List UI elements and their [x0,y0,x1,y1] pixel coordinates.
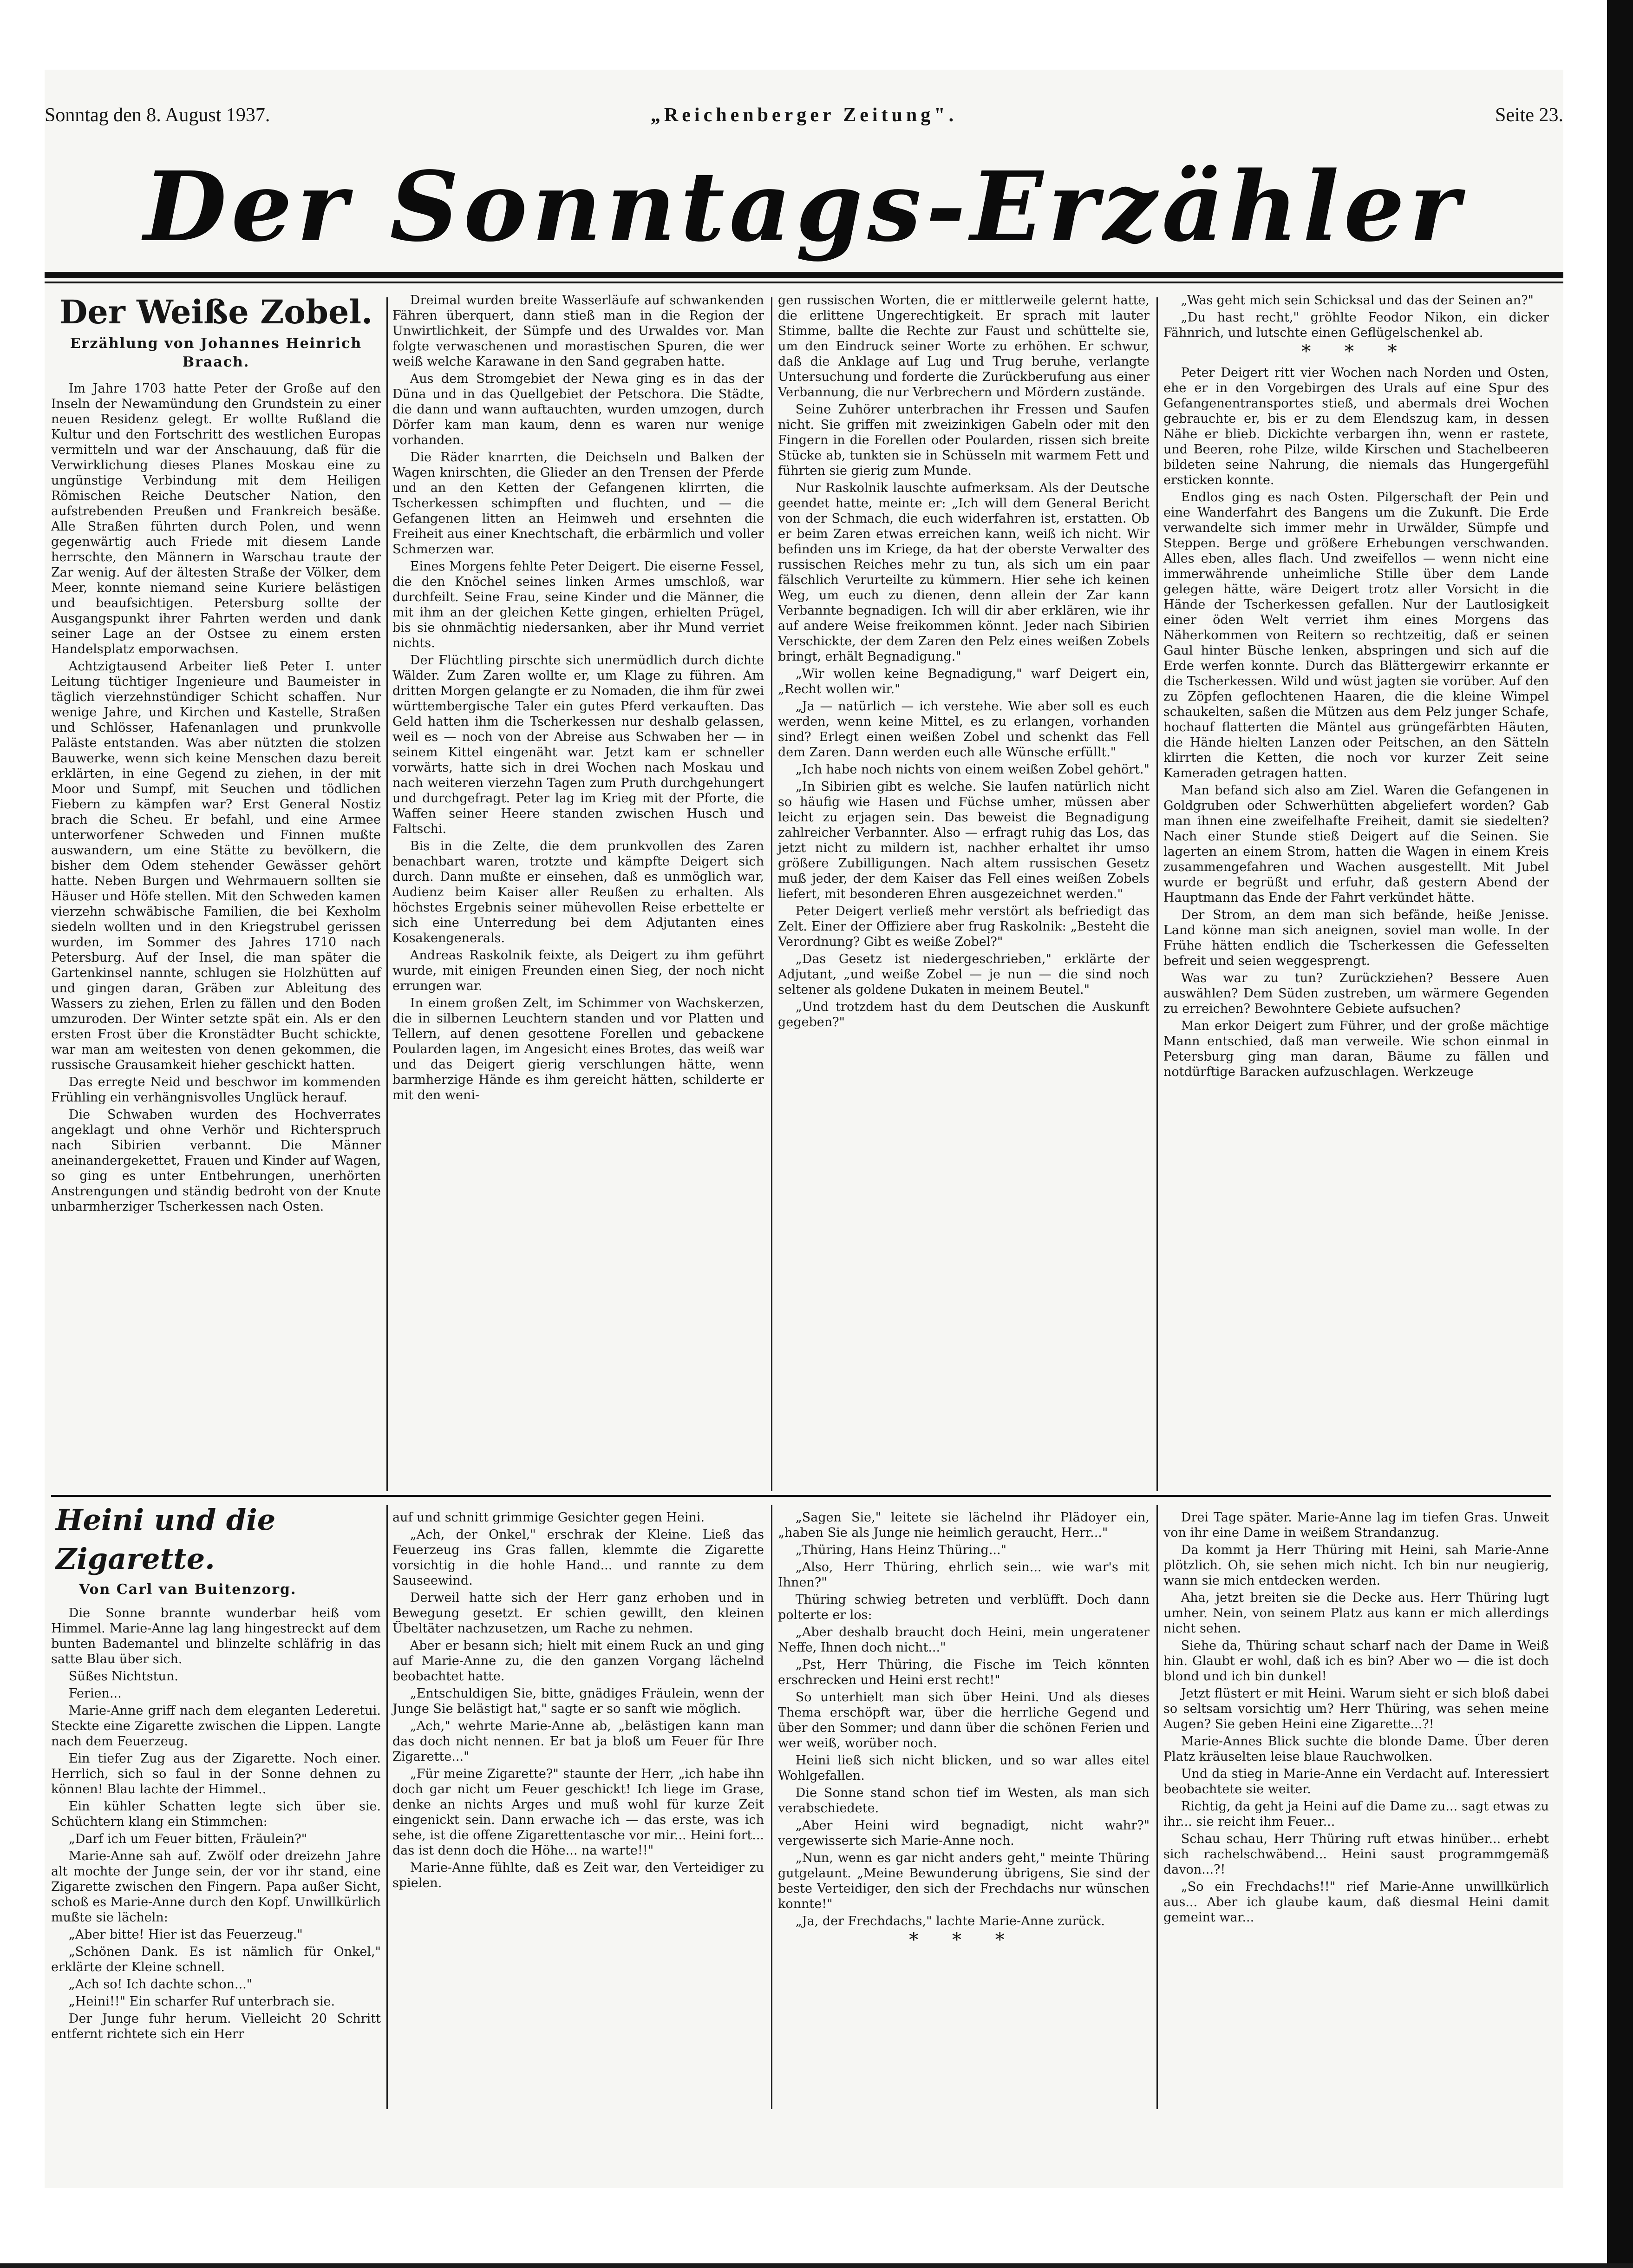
story2-paragraph: Thüring schwieg betreten und verblüfft. Doch dann polterte er los: [778,1593,1150,1622]
story2-paragraph: auf und schnitt grimmige Gesichter gegen Heini. [392,1510,705,1525]
story2-paragraph: Drei Tage später. Marie-Anne lag im tiefen Gras. Unweit von ihr eine Dame in weißem Strandanzug. [1163,1510,1549,1540]
story2-paragraph: Schau schau, Herr Thüring ruft etwas hinüber... erhebt sich rachelschwäbend... Heini saust programmgemäß davon...?! [1163,1832,1549,1877]
page-header [45,100,1563,133]
story1-paragraph: Man erkor Deigert zum Führer, und der große mächtige Mann entschied, daß man verweile. Wie schon einmal in Petersburg ging man daran, Bäume zu fällen und notdürftige Baracken aufzuschlagen. Werkzeuge [1163,1019,1549,1079]
story2-column-2 [392,1510,764,1893]
story1-paragraph: Das erregte Neid und beschwor im kommenden Frühling ein verhängnisvolles Unglück herauf. [51,1075,381,1105]
story1-paragraph: „Du hast recht," gröhlte Feodor Nikon, ein dicker Fähnrich, und lutschte einen Geflügelschenkel ab. [1163,310,1549,340]
story2-paragraph: „Ach so! Ich dachte schon..." [68,1977,253,1992]
header-paper-name: „Reichenberger Zeitung". [650,105,958,126]
story2-paragraph: Heini ließ sich nicht blicken, und so war alles eitel Wohlgefallen. [778,1753,1150,1783]
story1-paragraph: Man befand sich also am Ziel. Waren die Gefangenen in Goldgruben oder Schwerhütten abgeliefert worden? Gab man ihnen eine zweifelhafte Freiheit, damit sie siedelten? Nach einer Stunde stieß Deigert auf die Seinen. Sie lagerten an einem Strom, hatten die Wagen in einem Kreis zusammengefahren und Wachen ausgestellt. Mit Jubel wurde er begrüßt und erfuhr, daß gestern Abend der Hauptmann das Ende der Fahrt verkündet hätte. [1163,783,1549,905]
story2-paragraph: „Für meine Zigarette?" staunte der Herr, „ich habe ihn doch gar nicht um Feuer geschickt! Ich liege im Grase, denke an nichts Arges und muß wohl für kurze Zeit eingenickt sein. Dann erwache ich — das erste, was ich sehe, ist die offene Zigarettentasche vor mir... Heini fort... das ist denn doch die Höhe... na warte!!" [392,1767,764,1858]
story1-paragraph: „Ich habe noch nichts von einem weißen Zobel gehört." [795,762,1150,777]
story2-title: Heini und die Zigarette. [56,1503,276,1576]
story2-paragraph: Ein kühler Schatten legte sich über sie. Schüchtern klang ein Stimmchen: [51,1799,381,1829]
story2-paragraph: Ein tiefer Zug aus der Zigarette. Noch einer. Herrlich, sich so faul in der Sonne dehnen zu können! Blau lachte der Himmel.. [51,1751,381,1796]
story-divider [51,1495,1551,1497]
story2-paragraph: „Thüring, Hans Heinz Thüring..." [795,1543,1006,1557]
story2-paragraph: Da kommt ja Herr Thüring mit Heini, sah Marie-Anne plötzlich. Oh, sie sehen mich nicht. Ich bin nur neugierig, wann sie mich entdecken werden. [1163,1543,1549,1588]
story2-paragraph: Die Sonne stand schon tief im Westen, als man sich verabschiedete. [778,1786,1150,1816]
story1-column-3 [778,293,1150,1032]
scan-edge-bottom [0,2263,1633,2268]
story1-paragraph: Die Räder knarrten, die Deichseln und Balken der Wagen knirschten, die Glieder an den Trensen der Pferde und an den Ketten der Gefangenen klirrten, die Tscherkessen schimpften und fluchten, und — die Gefangenen litten an Heimweh und ersehnten die Freiheit aus einer Knechtschaft, die erbärmlich und voller Schmerzen war. [392,450,764,557]
story1-paragraph: In einem großen Zelt, im Schimmer von Wachskerzen, die in silbernen Leuchtern standen und vor Platten und Tellern, auf denen gesottene Forellen und gebackene Poularden lagen, im Angesicht eines Brotes, das weiß war und das Deigert gierig verschlungen hätte, wenn barmherzige Hände es ihm gereicht hätten, schilderte er mit den weni- [392,996,764,1102]
story2-paragraph: „Aber Heini wird begnadigt, nicht wahr?" vergewisserte sich Marie-Anne noch. [778,1818,1150,1848]
story2-paragraph: Richtig, da geht ja Heini auf die Dame zu... sagt etwas zu ihr... sie reicht ihm Feuer... [1163,1799,1549,1829]
story2-paragraph: „So ein Frechdachs!!" rief Marie-Anne unwillkürlich aus... Aber ich glaube kaum, daß diesmal Heini damit gemeint war... [1163,1880,1549,1925]
story2-paragraph: Marie-Annes Blick suchte die blonde Dame. Über deren Platz kräuselten leise blaue Rauchwolken. [1163,1734,1549,1764]
story1-paragraph: Seine Zuhörer unterbrachen ihr Fressen und Saufen nicht. Sie griffen mit zweizinkigen Gabeln oder mit den Fingern in die Forellen oder Poularden, rissen sich breite Stücke ab, tunkten sie in Schüsseln mit warmem Fett und führten sie gierig zum Munde. [778,402,1150,478]
story2-paragraph: Jetzt flüstert er mit Heini. Warum sieht er sich bloß dabei so seltsam vorsichtig um? Herr Thüring, was sehen meine Augen? Sie geben Heini eine Zigarette...?! [1163,1686,1549,1731]
story1-paragraph: Die Schwaben wurden des Hochverrates angeklagt und ohne Verhör und Richterspruch nach Sibirien verbannt. Die Männer aneinandergekettet, Frauen und Kinder auf Wagen, so ging es unter Entbehrungen, unerhörten Anstrengungen und ständig bedroht von der Knute unbarmherziger Tscherkessen nach Osten. [51,1108,381,1214]
story2-paragraph: Marie-Anne sah auf. Zwölf oder dreizehn Jahre alt mochte der Junge sein, der vor ihr stand, eine Zigarette zwischen den Fingern. Papa außer Sicht, schoß es Marie-Anne durch den Kopf. Unwillkürlich mußte sie lächeln: [51,1849,381,1925]
story1-paragraph: Eines Morgens fehlte Peter Deigert. Die eiserne Fessel, die den Knöchel seines linken Armes umschloß, war durchfeilt. Seine Frau, seine Kinder und die Männer, die mit ihm an der gleichen Kette gingen, erhielten Prügel, bis sie ohnmächtig niedersanken, aber ihr Mund verriet nichts. [392,559,764,650]
story1-paragraph: Achtzigtausend Arbeiter ließ Peter I. unter Leitung tüchtiger Ingenieure und Baumeister in täglich vierzehnstündiger Schicht schaffen. Nur wenige Jahre, und Kirchen und Kastelle, Straßen und Schlösser, Hafenanlagen und prunkvolle Paläste entstanden. Was aber nützten die stolzen Bauwerke, wenn sich keine Menschen dazu bereit erklärten, in eine Gegend zu ziehen, in der mit Moor und Sumpf, mit Seuchen und tödlichen Fiebern zu kämpfen war? Erst General Nostiz brach die Scheu. Er befahl, und eine Armee unterworfener Schweden und Finnen mußte auswandern, um eine Stätte zu bevölkern, die bisher dem Odem stehender Gewässer gehört hatte. Neben Burgen und Wehrmauern sollten sie Häuser und Höfe stellen. Mit den Schweden kamen vierzehn schwäbische Familien, die bei Kexholm siedeln wollten und in den Kriegstrubel gerissen wurden, im Sommer des Jahres 1710 nach Petersburg. Auf der Insel, die man später die Gartenkinsel nannte, schlugen sie Holzhütten auf und gingen daran, Gräben zur Ableitung des Wassers zu ziehen, Erlen zu fällen und den Boden umzuroden. Der Winter setzte spät ein. Als er den ersten Frost über die Kronstädter Bucht schickte, war man am weitesten von denen gekommen, die russische Grausamkeit hieher geschickt hatten. [51,659,381,1072]
story2-column-4 [1163,1510,1549,1927]
story2-paragraph: Ferien... [68,1686,122,1701]
column-rule [1156,297,1158,1491]
story2-paragraph: „Aber deshalb braucht doch Heini, mein ungeratener Neffe, Ihnen doch nicht..." [778,1625,1150,1655]
story1-column-1 [51,293,381,1216]
column-rule [386,1505,388,2109]
header-date: Sonntag den 8. August 1937. [45,105,270,126]
story1-byline: Erzählung von Johannes Heinrich Braach. [70,335,362,370]
story2-paragraph: So unterhielt man sich über Heini. Und als dieses Thema erschöpft war, über die herrliche Gegend und über den Sommer; und dann über die schönen Ferien und wer weiß, worüber noch. [778,1690,1150,1750]
masthead-rule-thick [45,272,1563,278]
story2-paragraph: Derweil hatte sich der Herr ganz erhoben und in Bewegung gesetzt. Er schien gewillt, den kleinen Übeltäter nachzusetzen, um Rache zu nehmen. [392,1591,764,1636]
masthead [45,149,1563,265]
story1-paragraph: „Was geht mich sein Schicksal und das der Seinen an?" [1181,293,1534,308]
section-break-stars: * * * [909,1929,1019,1951]
story1-column-2 [392,293,764,1105]
section-break-stars: * * * [1301,341,1411,362]
story1-paragraph: „Wir wollen keine Begnadigung," warf Deigert ein, „Recht wollen wir." [778,667,1150,696]
story1-paragraph: Im Jahre 1703 hatte Peter der Große auf den Inseln der Newamündung den Grundstein zu einer neuen Residenz gelegt. Er wollte Rußland die Kultur und den Fortschritt des westlichen Europas vermitteln und war der Anschauung, daß für die Verwirklichung dieses Planes Moskau eine zu ungünstige Verbindung mit dem Heiligen Römischen Reiche Deutscher Nation, den aufstrebenden Preußen und Frankreich besäße. Alle Straßen führten durch Polen, und wenn gegenwärtig auch Friede mit diesem Lande herrschte, den Männern in Warschau traute der Zar wenig. Auf der ältesten Straße der Völker, dem Meer, konnte niemand seine Kuriere belästigen und beaufsichtigen. Petersburg sollte der Ausgangspunkt ihrer Fahrten werden und dank seiner Lage an der Ostsee zu einem ersten Handelsplatz emporwachsen. [51,381,381,656]
story2-byline: Von Carl van Buitenzorg. [79,1581,297,1598]
header-page-number: Seite 23. [1495,105,1563,126]
story2-paragraph: Der Junge fuhr herum. Vielleicht 20 Schritt entfernt richtete sich ein Herr [51,2012,381,2041]
story2-paragraph: „Ja, der Frechdachs," lachte Marie-Anne zurück. [795,1914,1105,1928]
story1-paragraph: Der Flüchtling pirschte sich unermüdlich durch dichte Wälder. Zum Zaren wollte er, um Klage zu führen. Am dritten Morgen gelangte er zu Nomaden, die ihm für zwei württembergische Taler ein gutes Pferd verkauften. Das Geld hatten ihm die Tscherkessen nur deshalb gelassen, weil es — noch von der Abreise aus Schwaben her — in seinem Kittel eingenäht war. Jetzt kam er schneller vorwärts, hatte sich in drei Wochen nach Moskau und nach weiteren vierzehn Tagen zum Pruth durchgehungert und durchgefragt. Peter lag im Krieg mit der Pforte, die Waffen seiner Heere standen zwischen Husch und Faltschi. [392,653,764,836]
column-rule [1156,1505,1158,2109]
story2-paragraph: „Ach, der Onkel," erschrak der Kleine. Ließ das Feuerzeug ins Gras fallen, klemmte die Zigarette vorsichtig in die hohle Hand... und rannte zu dem Sauseewind. [392,1527,764,1588]
story2-paragraph: „Darf ich um Feuer bitten, Fräulein?" [68,1832,307,1846]
story1-paragraph: Dreimal wurden breite Wasserläufe auf schwankenden Fähren überquert, dann stieß man in die Region der Unwirtlichkeit, der Sümpfe und des Urwaldes vor. Man folgte verwaschenen und morastischen Spuren, die wer weiß welche Karawane in den Sand gegraben hatte. [392,293,764,369]
story2-paragraph: „Nun, wenn es gar nicht anders geht," meinte Thüring gutgelaunt. „Meine Bewunderung übrigens, Sie sind der beste Verteidiger, den sich der Frechdachs nur wünschen konnte!" [778,1851,1150,1911]
story1-paragraph: Andreas Raskolnik feixte, als Deigert zu ihm geführt wurde, mit einigen Freunden einen Sieg, der noch nicht errungen war. [392,948,764,993]
story2-paragraph: Die Sonne brannte wunderbar heiß vom Himmel. Marie-Anne lag lang hingestreckt auf dem bunten Bademantel und blinzelte schläfrig in das satte Blau über sich. [51,1606,381,1666]
story1-paragraph: Der Strom, an dem man sich befände, heiße Jenisse. Land könne man sich aneignen, soviel man wolle. In der Frühe hätten endlich die Tscherkessen die Gefesselten befreit und seien weggesprengt. [1163,908,1549,968]
story2-paragraph: „Sagen Sie," leitete sie lächelnd ihr Plädoyer ein, „haben Sie als Junge nie heimlich geraucht, Herr..." [778,1510,1150,1540]
story1-title: Der Weiße Zobel. [59,293,373,331]
story2-paragraph: „Also, Herr Thüring, ehrlich sein... wie war's mit Ihnen?" [778,1560,1150,1590]
story2-column-1 [51,1501,381,2044]
story1-paragraph: Peter Deigert verließ mehr verstört als befriedigt das Zelt. Einer der Offiziere aber frug Raskolnik: „Besteht die Verordnung? Gibt es weiße Zobel?" [778,904,1150,949]
story1-paragraph: Was war zu tun? Zurückziehen? Bessere Auen auswählen? Dem Süden zustreben, um wärmere Gegenden zu erreichen? Bewohntere Gebiete aufsuchen? [1163,971,1549,1016]
story2-paragraph: Aber er besann sich; hielt mit einem Ruck an und ging auf Marie-Anne zu, die den ganzen Vorgang lächelnd beobachtet hatte. [392,1639,764,1684]
story1-paragraph: „In Sibirien gibt es welche. Sie laufen natürlich nicht so häufig wie Hasen und Füchse umher, müssen aber leicht zu erjagen sein. Das beweist die Begnadigung zahlreicher Verbannter. Also — erfragt ruhig das Los, das jetzt nicht zu mildern ist, nachher erhaltet ihr umso größere Zubilligungen. Nach altem russischen Gesetz muß jeder, der dem Kaiser das Fell eines weißen Zobels liefert, mit besonderen Ehren ausgezeichnet werden." [778,780,1150,901]
story1-paragraph: Nur Raskolnik lauschte aufmerksam. Als der Deutsche geendet hatte, meinte er: „Ich will dem General Bericht von der Schmach, die euch widerfahren ist, erstatten. Ob er beim Zaren etwas erreichen kann, weiß ich nicht. Wir befinden uns im Kriege, da hat der oberste Verwalter des russischen Reiches mehr zu tun, als sich um ein paar fälschlich Verurteilte zu kümmern. Hier sehe ich keinen Weg, um euch zu dienen, denn allein der Zar kann Verbannte begnadigen. Ich will dir aber erklären, wie ihr auf andere Weise freikommen könnt. Jeder nach Sibirien Verschickte, der dem Zaren den Pelz eines weißen Zobels bringt, erhält Begnadigung." [778,481,1150,664]
column-rule [771,1505,772,2109]
masthead-title: Der Sonntags-Erzähler [144,151,1464,263]
column-rule [386,297,388,1491]
story1-paragraph: „Ja — natürlich — ich verstehe. Wie aber soll es euch werden, wenn keine Mittel, es zu erlangen, vorhanden sind? Erlegt einen weißen Zobel und schenkt das Fell dem Zaren. Dann werden euch alle Wünsche erfüllt." [778,699,1150,760]
story2-paragraph: „Pst, Herr Thüring, die Fische im Teich könnten erschrecken und Heini erst recht!" [778,1658,1150,1687]
story2-paragraph: Und da stieg in Marie-Anne ein Verdacht auf. Interessiert beobachtete sie weiter. [1163,1767,1549,1796]
column-rule [771,297,772,1491]
story1-paragraph: „Das Gesetz ist niedergeschrieben," erklärte der Adjutant, „und weiße Zobel — je nun — die sind noch seltener als goldene Dukaten in meinem Beutel." [778,952,1150,997]
story2-paragraph: Aha, jetzt breiten sie die Decke aus. Herr Thüring lugt umher. Nein, von seinem Platz aus kann er mich allerdings nicht sehen. [1163,1591,1549,1636]
story2-paragraph: „Entschuldigen Sie, bitte, gnädiges Fräulein, wenn der Junge Sie belästigt hat," sagte er so sanft wie möglich. [392,1686,764,1716]
scan-edge [1607,0,1633,2268]
story2-paragraph: Marie-Anne griff nach dem eleganten Lederetui. Steckte eine Zigarette zwischen die Lippen. Langte nach dem Feuerzeug. [51,1704,381,1749]
story2-paragraph: „Schönen Dank. Es ist nämlich für Onkel," erklärte der Kleine schnell. [51,1945,381,1974]
story2-column-3 [778,1510,1150,1953]
story2-paragraph: Süßes Nichtstun. [68,1669,178,1684]
story2-paragraph: Marie-Anne fühlte, daß es Zeit war, den Verteidiger zu spielen. [392,1861,764,1890]
story1-paragraph: Aus dem Stromgebiet der Newa ging es in das der Düna und in das Quellgebiet der Petschora. Die Städte, die dann und wann auftauchten, wurden umzogen, durch Dörfer kam man kaum, denn es waren nur wenige vorhanden. [392,372,764,447]
story2-paragraph: Siehe da, Thüring schaut scharf nach der Dame in Weiß hin. Glaubt er wohl, daß ich es bin? Aber wo — die ist doch blond und ich bin dunkel! [1163,1639,1549,1684]
story1-column-4 [1163,293,1549,1082]
story2-paragraph: „Heini!!" Ein scharfer Ruf unterbrach sie. [68,1994,335,2009]
story2-paragraph: „Aber bitte! Hier ist das Feuerzeug." [68,1927,303,1942]
masthead-rule-thin [45,282,1563,283]
story1-paragraph: „Und trotzdem hast du dem Deutschen die Auskunft gegeben?" [778,1000,1150,1029]
story1-paragraph: Peter Deigert ritt vier Wochen nach Norden und Osten, ehe er in den Vorgebirgen des Urals auf eine Spur des Gefangenentransportes stieß, und abermals drei Wochen gebrauchte er, bis er zu dem Elendszug kam, in dessen Nähe er blieb. Dickichte verbargen ihn, wenn er rastete, und Beeren, rohe Pilze, wilde Kirschen und Stachelbeeren bildeten seine Nahrung, die niemals das Hungergefühl ersticken konnte. [1163,366,1549,487]
story1-paragraph: gen russischen Worten, die er mittlerweile gelernt hatte, die erlittene Ungerechtigkeit. Er sprach mit lauter Stimme, ballte die Rechte zur Faust und schüttelte sie, um den Eindruck seiner Worte zu erhöhen. Er schwur, daß die Anklage auf Lug und Trug beruhe, verlangte Untersuchung und forderte die Zurückberufung aus einer Verbannung, die nur Verbrechern und Mördern zustände. [778,293,1150,400]
story2-paragraph: „Ach," wehrte Marie-Anne ab, „belästigen kann man das doch nicht nennen. Er bat ja bloß um Feuer für Ihre Zigarette..." [392,1719,764,1764]
story1-paragraph: Bis in die Zelte, die dem prunkvollen des Zaren benachbart waren, trotzte und kämpfte Deigert sich durch. Dann mußte er einsehen, daß es unmöglich war, Audienz beim Kaiser aller Reußen zu erhalten. Als höchstes Ergebnis seiner mühevollen Reise erbettelte er sich eine Unterredung bei dem Adjutanten eines Kosakengenerals. [392,839,764,945]
story1-paragraph: Endlos ging es nach Osten. Pilgerschaft der Pein und eine Wanderfahrt des Bangens um die Zukunft. Die Erde verwandelte sich immer mehr in Urwälder, Sümpfe und Steppen. Berge und größere Erhebungen verschwanden. Alles eben, alles flach. Und zweifellos — wenn nicht eine immerwährende unheimliche Stille über dem Lande gelegen hätte, wäre Deigert trotz aller Vorsicht in die Hände der Tscherkessen gefallen. Nur der Lautlosigkeit einer öden Welt verriet ihm eines Morgens das Näherkommen von Reitern so rechtzeitig, daß er seinen Gaul hinter Büsche lenken, abspringen und sich auf die Erde werfen konnte. Durch das Blättergewirr erkannte er die Tscherkessen. Wild und wüst jagten sie vorüber. Auf den zu Zöpfen geflochtenen Haaren, die die kleine Wimpel schaukelten, saßen die Mützen aus dem Pelz junger Schafe, hochauf flatterten die Mäntel aus grüngefärbten Häuten, die Hände hielten Lanzen oder Peitschen, an den Sätteln klirrten die Ketten, die noch vor kurzer Zeit seine Kameraden getragen hatten. [1163,490,1549,780]
